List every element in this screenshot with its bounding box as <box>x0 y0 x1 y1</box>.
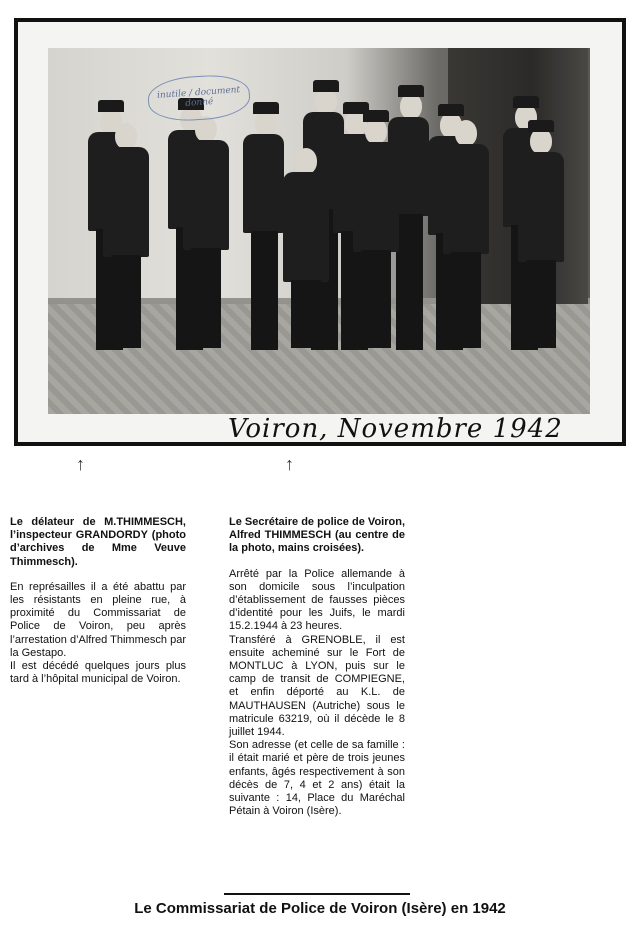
left-arrow-icon: ↑ <box>76 454 85 474</box>
left-column <box>10 516 186 686</box>
left-column-paragraph: En représailles il a été abattu par les résistants en pleine rue, à proximité du Commissariat de Police de Voiron, peu après l’arrestation d’Alfred Thimmesch par la Gestapo. <box>10 580 186 659</box>
group-photograph <box>48 48 590 414</box>
photo-inscription: Voiron, Novembre 1942 <box>228 414 563 444</box>
right-column-heading: Le Secrétaire de police de Voiron, Alfred THIMMESCH (au centre de la photo, mains croisées). <box>229 516 405 555</box>
left-column-paragraph: Il est décédé quelques jours plus tard à l’hôpital municipal de Voiron. <box>10 660 186 686</box>
left-column-heading: Le délateur de M.THIMMESCH, l’inspecteur GRANDORDY (photo d’archives de Mme Veuve Thimmesch). <box>10 516 186 568</box>
margin-note: inutile / document donné <box>147 72 252 123</box>
footer-title: Le Commissariat de Police de Voiron (Isère) en 1942 <box>134 900 506 917</box>
right-column-paragraph: Son adresse (et celle de sa famille : il était marié et père de trois jeunes enfants, âgés respectivement à son décès de 7, 4 et 2 ans) était la suivante : 14, Place du Maréchal Pétain à Voiron (Isère). <box>229 739 405 818</box>
footer-rule <box>224 893 410 895</box>
right-arrow-icon: ↑ <box>285 454 294 474</box>
right-column-paragraph: Transféré à GRENOBLE, il est ensuite acheminé sur le Fort de MONTLUC à LYON, puis sur le camp de transit de COMPIEGNE, et enfin déporté au K.L. de MAUTHAUSEN (Autriche) sous le matricule 63219, où il décède le 8 juillet 1944. <box>229 633 405 739</box>
photo-frame <box>14 18 626 446</box>
right-column-paragraph: Arrêté par la Police allemande à son domicile sous l’inculpation d’établissement de fausses pièces d’identité pour les Juifs, le mardi 15.2.1944 à 23 heures. <box>229 567 405 633</box>
right-column <box>229 516 405 818</box>
